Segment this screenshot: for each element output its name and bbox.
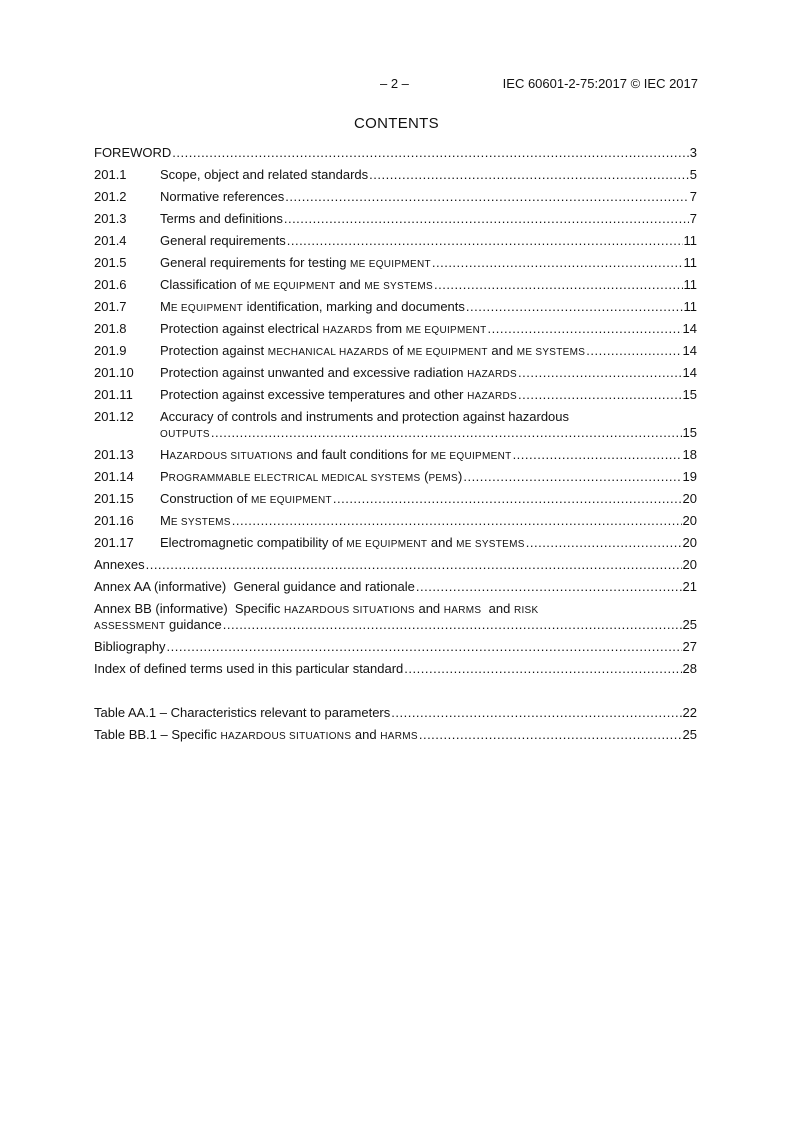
toc-leader: [526, 535, 682, 551]
toc-number: 201.7: [94, 299, 127, 314]
contents-title: CONTENTS: [354, 115, 439, 132]
toc-title: Accuracy of controls and instruments and protection against hazardous: [160, 409, 570, 424]
toc-entry-201-14[interactable]: [94, 469, 697, 485]
toc-number: 201.5: [94, 255, 127, 270]
toc-entry-201-3[interactable]: [94, 211, 697, 227]
toc-entry-201-12[interactable]: [94, 409, 697, 441]
toc-page: 14: [682, 365, 697, 380]
toc-leader: [518, 365, 682, 381]
toc-page: 11: [683, 255, 697, 270]
toc-leader: [369, 167, 689, 183]
toc-title: Protection against MECHANICAL HAZARDS of ME EQUIPMENT and ME SYSTEMS: [160, 343, 586, 358]
toc-number: 201.11: [94, 387, 133, 402]
page-number: – 2 –: [380, 76, 409, 91]
document-id: IEC 60601-2-75:2017 © IEC 2017: [502, 76, 698, 91]
toc-leader: [463, 469, 681, 485]
toc-number: 201.1: [94, 167, 127, 182]
toc-number: 201.14: [94, 469, 134, 484]
toc-number: 201.12: [94, 409, 134, 424]
toc-page: 15: [682, 425, 697, 440]
toc-leader: [488, 321, 682, 337]
toc-entry-annex-aa[interactable]: [94, 579, 697, 595]
toc-title: FOREWORD: [94, 145, 172, 160]
toc-page: 15: [682, 387, 697, 402]
toc-number: 201.10: [94, 365, 134, 380]
toc-page: 25: [682, 617, 697, 632]
toc-page: 18: [682, 447, 697, 462]
toc-page: 20: [682, 513, 697, 528]
toc-title: Protection against unwanted and excessive radiation HAZARDS: [160, 365, 518, 380]
toc-leader: [167, 639, 682, 655]
toc-title: Normative references: [160, 189, 285, 204]
toc-entry-201-13[interactable]: [94, 447, 697, 463]
toc-number: 201.15: [94, 491, 134, 506]
toc-leader: [172, 145, 688, 161]
toc-page: 5: [689, 167, 697, 182]
toc-entry-index[interactable]: [94, 661, 697, 677]
toc-leader: [432, 255, 683, 271]
toc-leader: [419, 727, 682, 743]
toc-number: 201.4: [94, 233, 127, 248]
toc-page: 11: [683, 233, 697, 248]
toc-page: 27: [682, 639, 697, 654]
toc-leader: [391, 705, 681, 721]
toc-entry-bibliography[interactable]: [94, 639, 697, 655]
toc-page: 20: [682, 557, 697, 572]
toc-page: 22: [682, 705, 697, 720]
toc-leader: [223, 617, 682, 633]
toc-leader: [232, 513, 682, 529]
toc-leader: [287, 233, 683, 249]
toc-number: 201.17: [94, 535, 134, 550]
toc-page: 14: [682, 321, 697, 336]
toc-entry-table-bb-1[interactable]: [94, 727, 697, 743]
toc-page: 25: [682, 727, 697, 742]
toc-number: 201.6: [94, 277, 127, 292]
toc-title: Table AA.1 – Characteristics relevant to parameters: [94, 705, 391, 720]
toc-entry-annexes[interactable]: [94, 557, 697, 573]
toc-number: 201.8: [94, 321, 127, 336]
toc-leader: [333, 491, 682, 507]
toc-title: ME EQUIPMENT identification, marking and documents: [160, 299, 465, 314]
toc-number: 201.2: [94, 189, 127, 204]
table-of-contents: [94, 145, 697, 742]
toc-leader: [513, 447, 682, 463]
toc-title: PROGRAMMABLE ELECTRICAL MEDICAL SYSTEMS (PEMS): [160, 469, 463, 484]
toc-entry-201-9[interactable]: [94, 343, 697, 359]
toc-title: HAZARDOUS SITUATIONS and fault conditions for ME EQUIPMENT: [160, 447, 512, 462]
toc-title: Classification of ME EQUIPMENT and ME SYSTEMS: [160, 277, 433, 292]
toc-title-continued: ASSESSMENT guidance: [94, 617, 222, 632]
toc-title: Protection against excessive temperatures and other HAZARDS: [160, 387, 518, 402]
toc-leader: [518, 387, 682, 403]
toc-entry-201-17[interactable]: [94, 535, 697, 551]
toc-title: ME SYSTEMS: [160, 513, 231, 528]
toc-title: Table BB.1 – Specific HAZARDOUS SITUATIONS and HARMS: [94, 727, 418, 742]
toc-leader: [404, 661, 681, 677]
toc-entry-201-2[interactable]: [94, 189, 697, 205]
toc-entry-201-5[interactable]: [94, 255, 697, 271]
toc-entry-201-1[interactable]: [94, 167, 697, 183]
toc-page: 7: [689, 211, 697, 226]
toc-page: 19: [682, 469, 697, 484]
toc-title: Scope, object and related standards: [160, 167, 369, 182]
toc-title: Protection against electrical HAZARDS from ME EQUIPMENT: [160, 321, 487, 336]
toc-page: 14: [682, 343, 697, 358]
page-header: [0, 76, 793, 92]
toc-leader: [434, 277, 683, 293]
toc-title: Annexes: [94, 557, 145, 572]
toc-number: 201.9: [94, 343, 127, 358]
toc-title: Annex AA (informative) General guidance and rationale: [94, 579, 415, 594]
toc-leader: [284, 211, 689, 227]
toc-title: Electromagnetic compatibility of ME EQUIPMENT and ME SYSTEMS: [160, 535, 525, 550]
toc-leader: [466, 299, 683, 315]
toc-page: 28: [682, 661, 697, 676]
toc-entry-201-11[interactable]: [94, 387, 697, 403]
toc-leader: [146, 557, 682, 573]
toc-title: Index of defined terms used in this particular standard: [94, 661, 404, 676]
toc-title: Construction of ME EQUIPMENT: [160, 491, 332, 506]
toc-entry-annex-bb[interactable]: [94, 601, 697, 633]
toc-title: Bibliography: [94, 639, 166, 654]
toc-leader: [285, 189, 688, 205]
toc-leader: [416, 579, 682, 595]
toc-entry-foreword[interactable]: [94, 145, 697, 161]
toc-entry-201-15[interactable]: [94, 491, 697, 507]
toc-title: Terms and definitions: [160, 211, 283, 226]
toc-entry-201-4[interactable]: [94, 233, 697, 249]
toc-page: 11: [683, 277, 697, 292]
toc-number: 201.3: [94, 211, 127, 226]
toc-entry-201-7[interactable]: [94, 299, 697, 315]
toc-page: 3: [689, 145, 697, 160]
toc-number: 201.13: [94, 447, 134, 462]
toc-leader: [586, 343, 681, 359]
toc-page: 11: [683, 299, 697, 314]
toc-leader: [211, 425, 682, 441]
toc-page: 7: [689, 189, 697, 204]
toc-title: General requirements for testing ME EQUIPMENT: [160, 255, 431, 270]
toc-title-continued: OUTPUTS: [160, 429, 210, 440]
toc-number: 201.16: [94, 513, 134, 528]
toc-entry-201-10[interactable]: [94, 365, 697, 381]
toc-entry-201-8[interactable]: [94, 321, 697, 337]
toc-title: Annex BB (informative) Specific HAZARDOUS SITUATIONS and HARMS and RISK: [94, 601, 539, 616]
toc-page: 20: [682, 491, 697, 506]
toc-entry-201-16[interactable]: [94, 513, 697, 529]
toc-entry-table-aa-1[interactable]: [94, 705, 697, 721]
toc-page: 20: [682, 535, 697, 550]
toc-page: 21: [682, 579, 697, 594]
toc-entry-201-6[interactable]: [94, 277, 697, 293]
toc-title: General requirements: [160, 233, 286, 248]
